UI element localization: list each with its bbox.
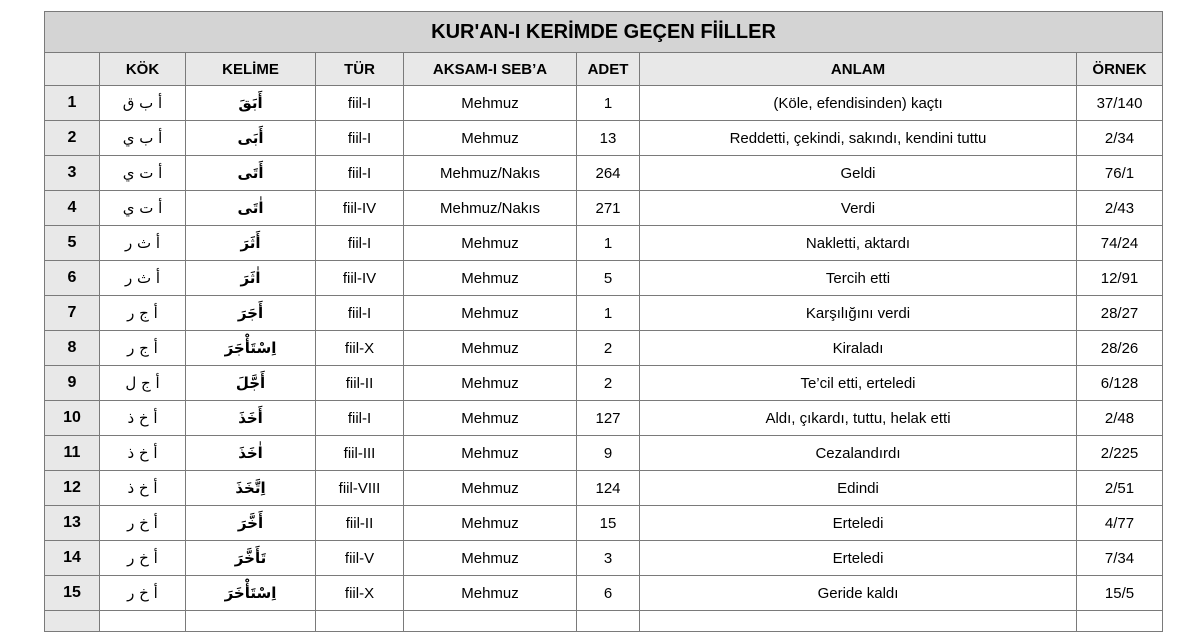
ornek-cell: 7/34 <box>1077 541 1163 576</box>
row-number: 12 <box>45 471 100 506</box>
row-number: 9 <box>45 366 100 401</box>
aksam-cell: Mehmuz <box>404 471 577 506</box>
adet-cell: 15 <box>577 506 640 541</box>
table-row <box>45 471 1163 506</box>
anlam-cell: Cezalandırdı <box>640 436 1077 471</box>
title-row <box>45 12 1163 53</box>
aksam-cell: Mehmuz/Nakıs <box>404 156 577 191</box>
aksam-cell: Mehmuz <box>404 541 577 576</box>
table-row <box>45 366 1163 401</box>
kelime-cell: اِسْتَأْخَرَ <box>186 576 316 611</box>
aksam-cell: Mehmuz <box>404 121 577 156</box>
kok-cell: أ خ ذ <box>100 436 186 471</box>
table-title: KUR'AN-I KERİMDE GEÇEN FİİLLER <box>45 12 1163 53</box>
ornek-cell: 76/1 <box>1077 156 1163 191</box>
kok-cell: أ خ ذ <box>100 401 186 436</box>
kelime-cell: أَجَرَ <box>186 296 316 331</box>
tur-cell: fiil-II <box>316 506 404 541</box>
kok-cell: أ ث ر <box>100 226 186 261</box>
table-row-partial <box>45 611 1163 632</box>
row-number: 10 <box>45 401 100 436</box>
tur-cell: fiil-II <box>316 366 404 401</box>
header-ornek: ÖRNEK <box>1077 53 1163 86</box>
row-number-empty <box>45 611 100 632</box>
adet-cell: 1 <box>577 86 640 121</box>
anlam-cell: Reddetti, çekindi, sakındı, kendini tuttu <box>640 121 1077 156</box>
kok-cell-empty <box>100 611 186 632</box>
aksam-cell: Mehmuz <box>404 296 577 331</box>
aksam-cell: Mehmuz <box>404 261 577 296</box>
kelime-cell: أَبَى <box>186 121 316 156</box>
ornek-cell: 2/51 <box>1077 471 1163 506</box>
anlam-cell: Edindi <box>640 471 1077 506</box>
anlam-cell-empty <box>640 611 1077 632</box>
kok-cell: أ ج ر <box>100 331 186 366</box>
anlam-cell: (Köle, efendisinden) kaçtı <box>640 86 1077 121</box>
tur-cell: fiil-V <box>316 541 404 576</box>
tur-cell: fiil-I <box>316 121 404 156</box>
kelime-cell: اِتَّخَذَ <box>186 471 316 506</box>
tur-cell-empty <box>316 611 404 632</box>
aksam-cell: Mehmuz <box>404 226 577 261</box>
ornek-cell: 12/91 <box>1077 261 1163 296</box>
table-row <box>45 506 1163 541</box>
adet-cell: 127 <box>577 401 640 436</box>
kok-cell: أ ب ق <box>100 86 186 121</box>
row-number: 7 <box>45 296 100 331</box>
kok-cell: أ ب ي <box>100 121 186 156</box>
adet-cell: 1 <box>577 296 640 331</box>
adet-cell: 5 <box>577 261 640 296</box>
ornek-cell: 2/34 <box>1077 121 1163 156</box>
row-number: 11 <box>45 436 100 471</box>
tur-cell: fiil-I <box>316 226 404 261</box>
kelime-cell: تَأَخَّرَ <box>186 541 316 576</box>
table-row <box>45 331 1163 366</box>
table-row <box>45 86 1163 121</box>
table-row <box>45 261 1163 296</box>
row-number: 14 <box>45 541 100 576</box>
table-row <box>45 576 1163 611</box>
header-kok: KÖK <box>100 53 186 86</box>
adet-cell: 2 <box>577 366 640 401</box>
kelime-cell: أَجَّلَ <box>186 366 316 401</box>
row-number: 1 <box>45 86 100 121</box>
kok-cell: أ ت ي <box>100 156 186 191</box>
kok-cell: أ خ ذ <box>100 471 186 506</box>
tur-cell: fiil-IV <box>316 191 404 226</box>
ornek-cell: 2/48 <box>1077 401 1163 436</box>
table-row <box>45 191 1163 226</box>
kok-cell: أ خ ر <box>100 541 186 576</box>
aksam-cell: Mehmuz <box>404 86 577 121</box>
adet-cell-empty <box>577 611 640 632</box>
tur-cell: fiil-I <box>316 401 404 436</box>
ornek-cell: 4/77 <box>1077 506 1163 541</box>
table-row <box>45 121 1163 156</box>
adet-cell: 3 <box>577 541 640 576</box>
row-number: 5 <box>45 226 100 261</box>
kelime-cell: أَثَرَ <box>186 226 316 261</box>
table-row <box>45 541 1163 576</box>
kok-cell: أ ج ر <box>100 296 186 331</box>
header-adet: ADET <box>577 53 640 86</box>
header-row <box>45 53 1163 86</box>
adet-cell: 13 <box>577 121 640 156</box>
anlam-cell: Karşılığını verdi <box>640 296 1077 331</box>
ornek-cell: 2/43 <box>1077 191 1163 226</box>
adet-cell: 2 <box>577 331 640 366</box>
adet-cell: 1 <box>577 226 640 261</box>
anlam-cell: Verdi <box>640 191 1077 226</box>
aksam-cell: Mehmuz/Nakıs <box>404 191 577 226</box>
tur-cell: fiil-X <box>316 576 404 611</box>
anlam-cell: Kiraladı <box>640 331 1077 366</box>
anlam-cell: Aldı, çıkardı, tuttu, helak etti <box>640 401 1077 436</box>
tur-cell: fiil-I <box>316 296 404 331</box>
kelime-cell: اٰتَى <box>186 191 316 226</box>
adet-cell: 9 <box>577 436 640 471</box>
header-aksam: AKSAM-I SEB’A <box>404 53 577 86</box>
anlam-cell: Nakletti, aktardı <box>640 226 1077 261</box>
ornek-cell: 74/24 <box>1077 226 1163 261</box>
aksam-cell: Mehmuz <box>404 331 577 366</box>
tur-cell: fiil-I <box>316 156 404 191</box>
kok-cell: أ خ ر <box>100 506 186 541</box>
ornek-cell: 6/128 <box>1077 366 1163 401</box>
table-row <box>45 401 1163 436</box>
row-number: 6 <box>45 261 100 296</box>
row-number: 8 <box>45 331 100 366</box>
anlam-cell: Geride kaldı <box>640 576 1077 611</box>
kok-cell: أ خ ر <box>100 576 186 611</box>
verbs-table <box>44 11 1163 632</box>
aksam-cell: Mehmuz <box>404 506 577 541</box>
adet-cell: 271 <box>577 191 640 226</box>
aksam-cell: Mehmuz <box>404 436 577 471</box>
anlam-cell: Erteledi <box>640 541 1077 576</box>
row-number: 3 <box>45 156 100 191</box>
tur-cell: fiil-III <box>316 436 404 471</box>
anlam-cell: Erteledi <box>640 506 1077 541</box>
table-row <box>45 296 1163 331</box>
adet-cell: 6 <box>577 576 640 611</box>
tur-cell: fiil-X <box>316 331 404 366</box>
kelime-cell: أَخَّرَ <box>186 506 316 541</box>
aksam-cell: Mehmuz <box>404 366 577 401</box>
kelime-cell: أَتَى <box>186 156 316 191</box>
table-row <box>45 436 1163 471</box>
anlam-cell: Tercih etti <box>640 261 1077 296</box>
tur-cell: fiil-VIII <box>316 471 404 506</box>
kelime-cell: اٰخَذَ <box>186 436 316 471</box>
kok-cell: أ ت ي <box>100 191 186 226</box>
kelime-cell: أَبَقَ <box>186 86 316 121</box>
header-tur: TÜR <box>316 53 404 86</box>
tur-cell: fiil-IV <box>316 261 404 296</box>
kelime-cell-empty <box>186 611 316 632</box>
ornek-cell: 2/225 <box>1077 436 1163 471</box>
row-number: 13 <box>45 506 100 541</box>
kelime-cell: اٰثَرَ <box>186 261 316 296</box>
kok-cell: أ ث ر <box>100 261 186 296</box>
ornek-cell-empty <box>1077 611 1163 632</box>
ornek-cell: 15/5 <box>1077 576 1163 611</box>
ornek-cell: 28/26 <box>1077 331 1163 366</box>
anlam-cell: Geldi <box>640 156 1077 191</box>
kok-cell: أ ج ل <box>100 366 186 401</box>
ornek-cell: 28/27 <box>1077 296 1163 331</box>
header-anlam: ANLAM <box>640 53 1077 86</box>
aksam-cell-empty <box>404 611 577 632</box>
table-body <box>45 86 1163 632</box>
header-kelime: KELİME <box>186 53 316 86</box>
ornek-cell: 37/140 <box>1077 86 1163 121</box>
row-number: 15 <box>45 576 100 611</box>
header-number <box>45 53 100 86</box>
adet-cell: 124 <box>577 471 640 506</box>
row-number: 2 <box>45 121 100 156</box>
adet-cell: 264 <box>577 156 640 191</box>
kelime-cell: اِسْتَأْجَرَ <box>186 331 316 366</box>
table-row <box>45 156 1163 191</box>
aksam-cell: Mehmuz <box>404 401 577 436</box>
aksam-cell: Mehmuz <box>404 576 577 611</box>
row-number: 4 <box>45 191 100 226</box>
anlam-cell: Te’cil etti, erteledi <box>640 366 1077 401</box>
tur-cell: fiil-I <box>316 86 404 121</box>
table-row <box>45 226 1163 261</box>
kelime-cell: أَخَذَ <box>186 401 316 436</box>
